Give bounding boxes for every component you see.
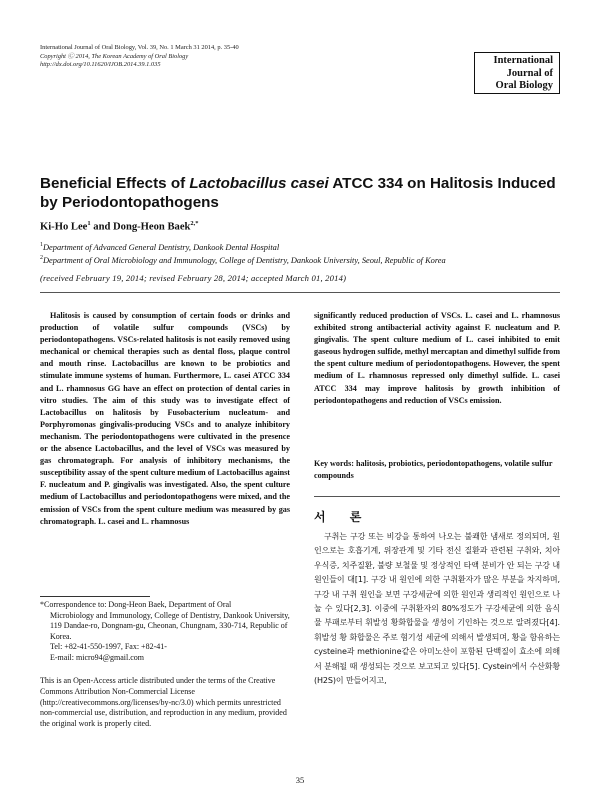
- journal-logo-box: [474, 52, 560, 94]
- doi-link[interactable]: http://dx.doi.org/10.11620/IJOB.2014.39.1.035: [40, 61, 161, 69]
- journal-citation-header: [40, 44, 239, 70]
- citation-line: International Journal of Oral Biology, Vol. 39, No. 1 March 31 2014, p. 35-40: [40, 44, 239, 51]
- license-notice: This is an Open-Access article distributed under the terms of the Creative Commons Attribution Non-Commercial License (http://creativecommons.org/licenses/by-nc/3.0) which permits unrestricted non-commercial use, distribution, and reproduction in any medium, provided the original work is properly cited.: [40, 676, 287, 729]
- correspondence-email[interactable]: E-mail: micro94@gmail.com: [50, 652, 145, 662]
- received-dates: (received February 19, 2014; revised February 28, 2014; accepted March 01, 2014): [40, 273, 347, 283]
- divider-top: [40, 292, 560, 293]
- copyright-line: Copyright Ⓒ 2014, The Korean Academy of Oral Biology: [40, 52, 189, 60]
- abstract-left-text: Halitosis is caused by consumption of certain foods or drinks and production of volatile sulfur compounds (VSCs) by periodontopathogens. VSCs-related halitosis is not easily removed using mechanical or chemical therapies such as dental floss, plaque control and mouth rinse. Lactobacillus are known to be probiotics and stimulate immune systems of human. Furthermore, L. casei ATCC 334 and L. rhamnosus GG have an effect on protection of dental caries in vitro studies. The aim of this study was to investigate effect of Lactobacillus on halitosis by Fusobacterium nucleatum- and Porphyromonas gingivalis-producing VSCs and to analyze inhibitory mechanism. The periodontopathogens were cultivated in the presence or the absence Lactobacillus, and the level of VSCs was measured by gas chromatograph. For analysis of inhibitory mechanisms, the susceptibility assay of the spent culture medium of Lactobacillus against F. nucleatum and P. gingivalis was investigated. Also, the spent culture medium of Lactobacillus and periodontopathogens were mixed, and the emission of VSCs from the spent culture medium was measured by gas chromatograph. L. casei and L. rhamnosus: [40, 311, 290, 526]
- affiliations: [40, 240, 580, 266]
- article-title: [40, 174, 560, 212]
- correspondence-line-3: Tel: +82-41-550-1997, Fax: +82-41-: [50, 642, 167, 652]
- author-2: Dong-Heon Baek: [113, 221, 191, 233]
- affiliation-1: [40, 240, 580, 253]
- affiliation-1-sup: 1: [40, 242, 43, 248]
- journal-logo-line-3: Oral Biology: [495, 80, 553, 91]
- affiliation-2-sup: 2: [40, 254, 43, 261]
- author-conj: and: [90, 221, 114, 233]
- abstract-left-column: [40, 310, 290, 528]
- author-1: Ki-Ho Lee: [40, 221, 88, 233]
- journal-logo-line-1: International: [493, 55, 553, 66]
- correspondence-line-2: Microbiology and Immunology, College of Dentistry, Dankook University, 119 Dandae-ro, Dongnam-gu, Cheonan, Chungnam, 330-714, Republic of Korea.: [50, 610, 290, 641]
- affiliation-1-text: Department of Advanced General Dentistry, Dankook Dental Hospital: [43, 242, 280, 252]
- author-2-affil: 2,*: [190, 220, 199, 227]
- page-number: 35: [295, 775, 305, 785]
- affiliation-2-text: Department of Oral Microbiology and Immunology, College of Dentistry, Dankook University, Seoul, Republic of Korea: [43, 255, 446, 265]
- abstract-right-text: significantly reduced production of VSCs. L. casei and L. rhamnosus exhibited strong antibacterial activity against F. nucleatum and P. gingivalis. The spent culture medium of L. casei inhibited to emit gaseous hydrogen sulfide, methyl mercaptan and dimethyl sulfide from the spent culture medium of periodontopathogens. However, the spent medium of L. rhamnosus repressed only dimethyl sulfide. L. casei ATCC 334 may improve halitosis by growth inhibition of periodontopathogens and reduction of VSCs emission.: [314, 311, 560, 405]
- author-list: [40, 220, 199, 233]
- footnote-divider: [40, 596, 150, 597]
- abstract-right-column: [314, 310, 560, 407]
- introduction-heading: 서 론: [314, 510, 372, 524]
- title-part-2: ATCC 334 on Halitosis Induced by Periodontopathogens: [40, 175, 556, 211]
- introduction-text: 구취는 구강 또는 비강을 통하여 나오는 불쾌한 냄새로 정의되며, 원인으로는 호흡기계, 위장관계 및 기타 전신 질환과 관련된 구취와, 치아우식증, 치주질환, 불량 보철물 및 정상적인 타액 분비가 안 되는 구강 내 원인들이 대[1]. 구강 내 원인에 의한 구취환자가 많은 부분을 차지하며, 구강 내 구취 원인을 보면 구강세균에 의한 원인과 생리적인 원인으로 나눌 수 있다[2,3]. 이중에 구취환자의 80%정도가 구강세균에 의한 음식물 부패로부터 휘발성 황화합물을 생성이 기인하는 것으로 알려졌다[4]. 휘발성 황 화합물은 주로 혐기성 세균에 의해서 발생되며, 황을 함유하는 cysteine과 methionine같은 아미노산이 포함된 단백질이 효소에 의해서 분해될 때 생성되는 것으로 보고되고 있다[5]. Cystein에서 수산화황(H2S)이 만들어지고,: [314, 532, 560, 686]
- title-species: Lactobacillus casei: [189, 175, 329, 192]
- journal-logo-line-2: Journal of: [506, 67, 553, 79]
- correspondence-line-1: *Correspondence to: Dong-Heon Baek, Department of Oral: [40, 600, 232, 609]
- correspondence-footnote: [40, 600, 290, 664]
- title-part-1: Beneficial Effects of: [40, 175, 190, 192]
- divider-keywords: [314, 496, 560, 497]
- affiliation-2: [40, 253, 580, 266]
- introduction-text-column: [314, 530, 560, 688]
- author-1-affil: 1: [87, 220, 91, 227]
- keywords: Key words: halitosis, probiotics, periodontopathogens, volatile sulfur compounds: [314, 459, 553, 480]
